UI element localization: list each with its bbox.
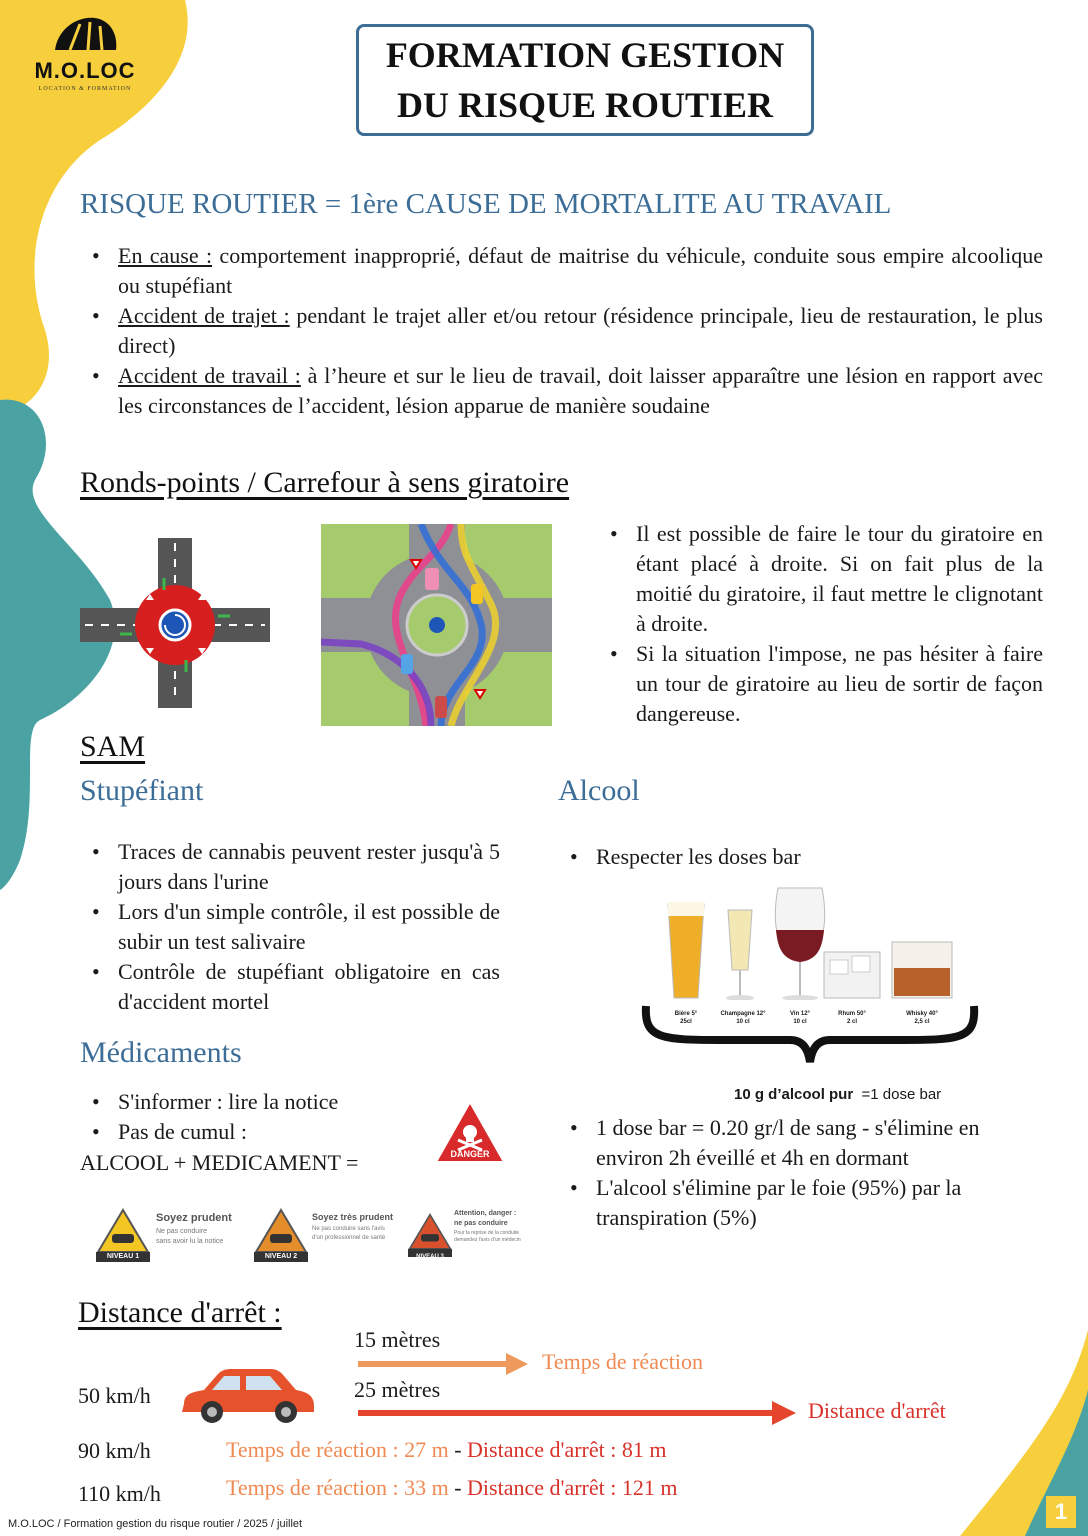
level-title: Soyez très prudent (312, 1212, 394, 1222)
list-item: • L'alcool s'élimine par le foie (95%) par la transpiration (5%) (558, 1173, 1048, 1233)
list-item: • S'informer : lire la notice (80, 1087, 440, 1117)
speed-label: 50 km/h (78, 1383, 151, 1408)
speed-label: 110 km/h (78, 1481, 161, 1506)
logo-name: M.O.LOC (34, 58, 136, 83)
alcohol-doses-illustration (640, 880, 1020, 1110)
risk-item-label: Accident de travail : (118, 363, 301, 388)
list-item: • Contrôle de stupéfiant obligatoire en cas d'accident mortel (80, 957, 500, 1017)
glass-label: Bière 5° 25cl (674, 1011, 698, 1025)
level-sub: Ne pas conduire sans l'avis (312, 1226, 385, 1232)
car-icon (178, 1366, 316, 1426)
list-item: • Lors d'un simple contrôle, il est possible de subir un test salivaire (80, 897, 500, 957)
speed-label: 90 km/h (78, 1438, 151, 1463)
risk-item-text: à l’heure et sur le lieu de travail, doit laisser apparaître une lésion en rapport avec les circonstances de l’accident, lésion apparue de manière soudaine (118, 363, 1043, 418)
list-item (80, 241, 1043, 301)
list-item (80, 301, 1043, 361)
alcool-list-top (558, 842, 1038, 872)
reaction-value: Temps de réaction : 33 m (226, 1475, 449, 1500)
level-sub: d'un professionnel de santé (312, 1235, 386, 1241)
reaction-value: Temps de réaction : 27 m (226, 1437, 449, 1462)
reaction-arrow (358, 1352, 530, 1376)
dose-bold: 10 g d’alcool pur (734, 1086, 854, 1103)
list-item: • Pas de cumul : (80, 1117, 440, 1147)
list-item: • Traces de cannabis peuvent rester jusqu'à 5 jours dans l'urine (80, 837, 500, 897)
level-sub: ne pas conduire (454, 1220, 508, 1227)
level-title: Attention, danger : (454, 1210, 517, 1217)
dose-rest: =1 dose bar (861, 1086, 942, 1103)
list-item (80, 361, 1043, 421)
medicament-formula: ALCOOL + MEDICAMENT = (80, 1150, 359, 1175)
reaction-label: Temps de réaction (542, 1349, 703, 1374)
stupefiant-heading: Stupéfiant (80, 774, 204, 807)
risk-item-text: pendant le trajet aller et/ou retour (résidence principale, lieu de restauration, le plus direct) (118, 303, 1043, 358)
danger-label: DANGER (450, 1149, 490, 1159)
roundabout-diagram (80, 538, 270, 708)
risk-list (80, 241, 1043, 421)
glass-label: Vin 12° 10 cl (790, 1011, 810, 1025)
stop-label: Distance d'arrêt (808, 1398, 946, 1423)
risk-item-text: comportement inapproprié, défaut de maitrise du véhicule, conduite sous empire alcoolique ou stupéfiant (118, 243, 1044, 298)
sam-heading: SAM (80, 730, 146, 763)
footer-text: M.O.LOC / Formation gestion du risque routier / 2025 / juillet (8, 1518, 303, 1530)
level-1-pictogram (96, 1208, 246, 1264)
braking-distance: 25 mètres (354, 1377, 441, 1402)
risk-heading: RISQUE ROUTIER = 1ère CAUSE DE MORTALITE AU TRAVAIL (80, 188, 892, 220)
glass-label: Champagne 12° 10 cl (720, 1011, 766, 1025)
risk-item-label: En cause : (118, 243, 213, 268)
medicaments-list (80, 1087, 440, 1147)
risk-item-label: Accident de trajet : (118, 303, 290, 328)
separator: - (448, 1437, 468, 1462)
level-title: Soyez prudent (156, 1212, 232, 1224)
level-3-pictogram (408, 1208, 526, 1264)
medicaments-heading: Médicaments (80, 1036, 242, 1069)
distance-row-110 (226, 1473, 677, 1503)
dose-caption (734, 1086, 941, 1103)
page-title: FORMATION GESTION DU RISQUE ROUTIER (385, 35, 785, 125)
distance-row-90 (226, 1435, 666, 1465)
glass-label: Rhum 50° 2 cl (838, 1011, 866, 1025)
title-box (356, 24, 814, 136)
glasses-drawing (640, 880, 980, 1070)
medication-levels (96, 1208, 526, 1264)
stop-value: Distance d'arrêt : 121 m (467, 1475, 678, 1500)
list-item: • Il est possible de faire le tour du giratoire en étant placé à droite. Si on fait plus de la moitié du giratoire, il faut mettre le clignotant à droite. (598, 519, 1043, 639)
level-badge: NIVEAU 3 (416, 1254, 444, 1260)
separator: - (448, 1475, 468, 1500)
glass-label: Whisky 40° 2,5 cl (906, 1011, 938, 1025)
logo (30, 14, 140, 104)
roundabout-list (598, 519, 1043, 729)
danger-sign (434, 1100, 506, 1166)
reaction-distance: 15 mètres (354, 1327, 441, 1352)
roundabout-heading: Ronds-points / Carrefour à sens giratoire (80, 466, 570, 499)
level-badge: NIVEAU 1 (106, 1253, 140, 1260)
level-2-pictogram (254, 1208, 404, 1264)
level-badge: NIVEAU 2 (264, 1253, 298, 1260)
list-item: • Si la situation l'impose, ne pas hésiter à faire un tour de giratoire au lieu de sortir de façon dangereuse. (598, 639, 1043, 729)
list-item: • Respecter les doses bar (558, 842, 1038, 872)
alcool-heading: Alcool (558, 774, 640, 807)
level-sub: Ne pas conduire (156, 1228, 207, 1235)
distance-heading: Distance d'arrêt : (78, 1296, 282, 1329)
roundabout-lanes-diagram (321, 524, 552, 726)
alcool-list-bottom (558, 1113, 1048, 1233)
logo-tagline: LOCATION & FORMATION (38, 86, 132, 92)
page-number: 1 (1046, 1496, 1076, 1528)
stop-arrow (358, 1400, 798, 1426)
list-item: • 1 dose bar = 0.20 gr/l de sang - s'élimine en environ 2h éveillé et 4h en dormant (558, 1113, 1048, 1173)
stupefiant-list (80, 837, 500, 1017)
glass-labels (640, 1010, 980, 1034)
stop-value: Distance d'arrêt : 81 m (467, 1437, 667, 1462)
level-sub: sans avoir lu la notice (156, 1238, 224, 1245)
logo-mark-icon (50, 14, 120, 52)
level-sub: Pour la reprise de la conduite demandez l'avis d'un médecin (454, 1230, 521, 1243)
